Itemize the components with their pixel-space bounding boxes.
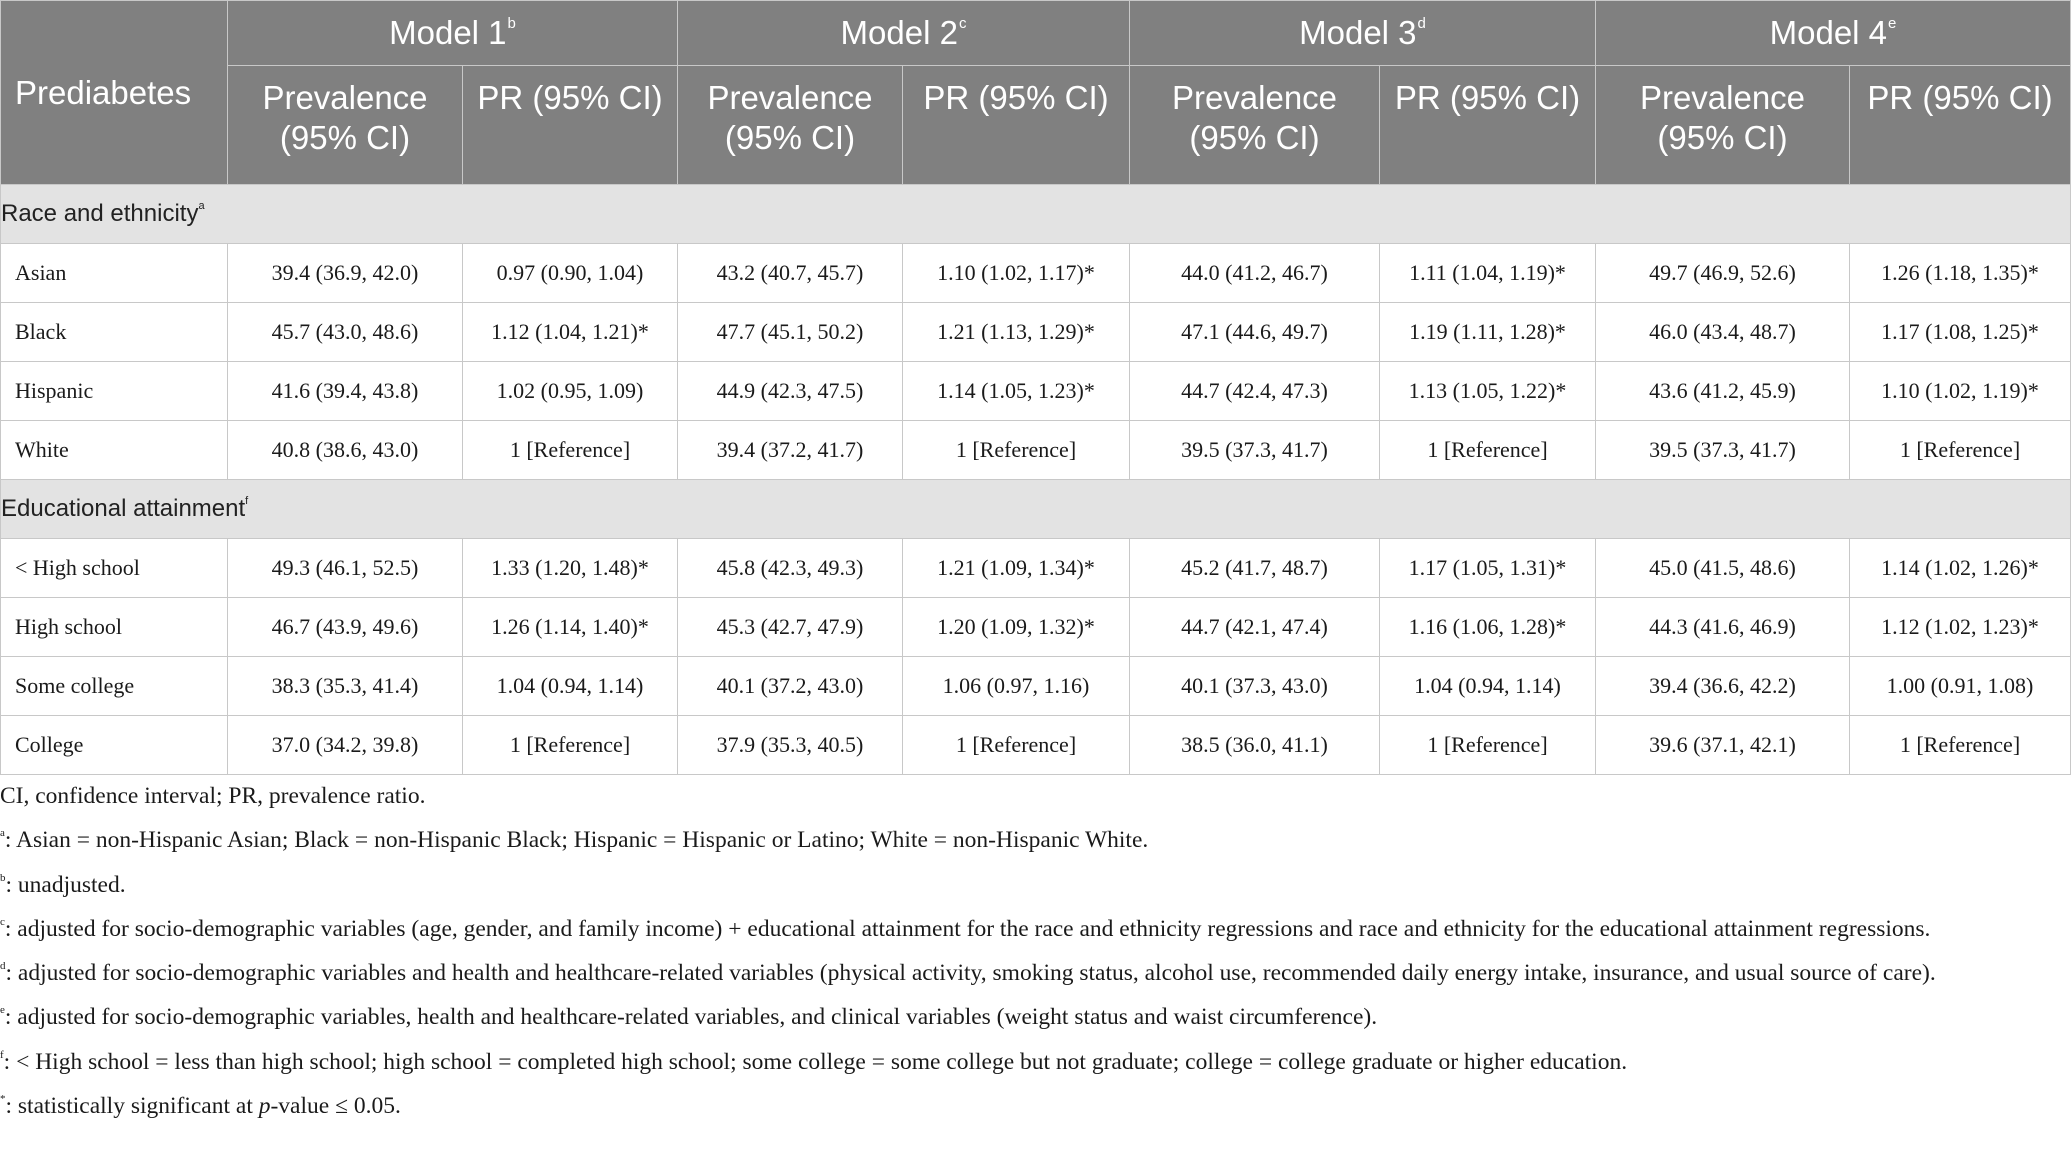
table-cell: 46.0 (43.4, 48.7) [1596,303,1850,362]
table-cell: 46.7 (43.9, 49.6) [228,598,463,657]
table-cell: 1.21 (1.13, 1.29)* [903,303,1130,362]
table-cell: 1.13 (1.05, 1.22)* [1380,362,1596,421]
footnote-significance: *: statistically significant at p-value ≤ 0.05. [0,1093,401,1120]
table-cell: 44.7 (42.4, 47.3) [1130,362,1380,421]
table-row [1,716,2071,775]
table-cell: 41.6 (39.4, 43.8) [228,362,463,421]
table-cell: 1.21 (1.09, 1.34)* [903,539,1130,598]
table-cell: 44.9 (42.3, 47.5) [678,362,903,421]
row-label: Asian [1,244,228,303]
table-cell: 44.0 (41.2, 46.7) [1130,244,1380,303]
model-2-header: Model 2$^c$ [678,1,1130,66]
table-row [1,244,2071,303]
table-cell: 1.16 (1.06, 1.28)* [1380,598,1596,657]
prevalence-header: Prevalence (95% CI) [228,66,463,185]
row-label: Some college [1,657,228,716]
table-cell: 49.3 (46.1, 52.5) [228,539,463,598]
row-label: White [1,421,228,480]
table-cell: 47.7 (45.1, 50.2) [678,303,903,362]
section-title: Educational attainment$^f$ [1,480,2071,539]
table-cell: 1.17 (1.05, 1.31)* [1380,539,1596,598]
table-cell: 1.04 (0.94, 1.14) [1380,657,1596,716]
section-row-education [1,480,2071,539]
table-cell: 1.26 (1.14, 1.40)* [463,598,678,657]
table-cell: 45.7 (43.0, 48.6) [228,303,463,362]
table-cell: 1.19 (1.11, 1.28)* [1380,303,1596,362]
table-row [1,421,2071,480]
table-row [1,303,2071,362]
table-footnotes [0,778,2071,1125]
table-cell: 39.5 (37.3, 41.7) [1130,421,1380,480]
table-cell: 1 [Reference] [903,716,1130,775]
table-row [1,657,2071,716]
table-cell: 1.04 (0.94, 1.14) [463,657,678,716]
prevalence-header: Prevalence (95% CI) [1130,66,1380,185]
table-cell: 39.6 (37.1, 42.1) [1596,716,1850,775]
table-cell: 38.3 (35.3, 41.4) [228,657,463,716]
table-cell: 1.12 (1.02, 1.23)* [1850,598,2071,657]
table-cell: 39.4 (36.9, 42.0) [228,244,463,303]
row-label: < High school [1,539,228,598]
table-cell: 1.14 (1.02, 1.26)* [1850,539,2071,598]
table-cell: 1.14 (1.05, 1.23)* [903,362,1130,421]
table-cell: 37.0 (34.2, 39.8) [228,716,463,775]
table-cell: 37.9 (35.3, 40.5) [678,716,903,775]
table-cell: 38.5 (36.0, 41.1) [1130,716,1380,775]
row-label: College [1,716,228,775]
prevalence-header: Prevalence (95% CI) [1596,66,1850,185]
corner-header: Prediabetes [1,1,228,185]
table-cell: 1.02 (0.95, 1.09) [463,362,678,421]
table-cell: 45.0 (41.5, 48.6) [1596,539,1850,598]
table-cell: 1.12 (1.04, 1.21)* [463,303,678,362]
table-cell: 1 [Reference] [463,421,678,480]
model-1-header: Model 1$^b$ [228,1,678,66]
row-label: High school [1,598,228,657]
footnote-b: $^b$: unadjusted. [0,871,126,898]
table-cell: 1.06 (0.97, 1.16) [903,657,1130,716]
table-cell: 44.7 (42.1, 47.4) [1130,598,1380,657]
table-cell: 45.8 (42.3, 49.3) [678,539,903,598]
table-cell: 0.97 (0.90, 1.04) [463,244,678,303]
table-cell: 1.17 (1.08, 1.25)* [1850,303,2071,362]
table-cell: 1.26 (1.18, 1.35)* [1850,244,2071,303]
model-3-header: Model 3$^d$ [1130,1,1596,66]
section-title: Race and ethnicity$^a$ [1,185,2071,244]
row-label: Black [1,303,228,362]
row-label: Hispanic [1,362,228,421]
table-cell: 43.2 (40.7, 45.7) [678,244,903,303]
table-cell: 49.7 (46.9, 52.6) [1596,244,1850,303]
table-cell: 39.4 (36.6, 42.2) [1596,657,1850,716]
footnote-a: $^a$: Asian = non-Hispanic Asian; Black = non-Hispanic Black; Hispanic = Hispanic or Latino; White = non-Hispanic White. [0,827,1149,854]
table-cell: 40.8 (38.6, 43.0) [228,421,463,480]
pr-header: PR (95% CI) [1380,66,1596,185]
footnote-abbreviations: CI, confidence interval; PR, prevalence ratio. [0,783,426,809]
footnote-e: $^e$: adjusted for socio-demographic variables, health and healthcare-related variables, and clinical variables (weight status and waist circumference). [0,1004,1378,1031]
table-cell: 47.1 (44.6, 49.7) [1130,303,1380,362]
model-4-header: Model 4e [1596,1,2071,66]
table-cell: 1.33 (1.20, 1.48)* [463,539,678,598]
footnote-d: $^d$: adjusted for socio-demographic variables and health and healthcare-related variables (physical activity, smoking status, alcohol use, recommended daily energy intake, insurance, and usual source of care). [0,960,1936,987]
pr-header: PR (95% CI) [1850,66,2071,185]
table-cell: 39.4 (37.2, 41.7) [678,421,903,480]
table-cell: 1.11 (1.04, 1.19)* [1380,244,1596,303]
table-cell: 1 [Reference] [463,716,678,775]
table-row [1,598,2071,657]
pr-header: PR (95% CI) [903,66,1130,185]
table-cell: 1.00 (0.91, 1.08) [1850,657,2071,716]
table-row [1,362,2071,421]
table-cell: 1 [Reference] [903,421,1130,480]
footnote-f: $^f$: < High school = less than high school; high school = completed high school; some college = some college but not graduate; college = college graduate or higher education. [0,1048,1628,1075]
table-cell: 45.2 (41.7, 48.7) [1130,539,1380,598]
section-row-race [1,185,2071,244]
table-row [1,539,2071,598]
table-cell: 40.1 (37.3, 43.0) [1130,657,1380,716]
table-cell: 1.10 (1.02, 1.17)* [903,244,1130,303]
table-cell: 43.6 (41.2, 45.9) [1596,362,1850,421]
table-cell: 45.3 (42.7, 47.9) [678,598,903,657]
header-row-models [1,1,2071,66]
table-cell: 1.20 (1.09, 1.32)* [903,598,1130,657]
table-cell: 1 [Reference] [1380,716,1596,775]
footnote-c: $^c$: adjusted for socio-demographic variables (age, gender, and family income) + educational attainment for the race and ethnicity regressions and race and ethnicity for the educational attainment regressions. [0,915,1931,942]
table-cell: 1 [Reference] [1850,716,2071,775]
table-cell: 40.1 (37.2, 43.0) [678,657,903,716]
table-cell: 39.5 (37.3, 41.7) [1596,421,1850,480]
prevalence-header: Prevalence (95% CI) [678,66,903,185]
table-cell: 1.10 (1.02, 1.19)* [1850,362,2071,421]
pr-header: PR (95% CI) [463,66,678,185]
header-row-measures [1,66,2071,185]
table-cell: 1 [Reference] [1380,421,1596,480]
table-cell: 1 [Reference] [1850,421,2071,480]
table-cell: 44.3 (41.6, 46.9) [1596,598,1850,657]
